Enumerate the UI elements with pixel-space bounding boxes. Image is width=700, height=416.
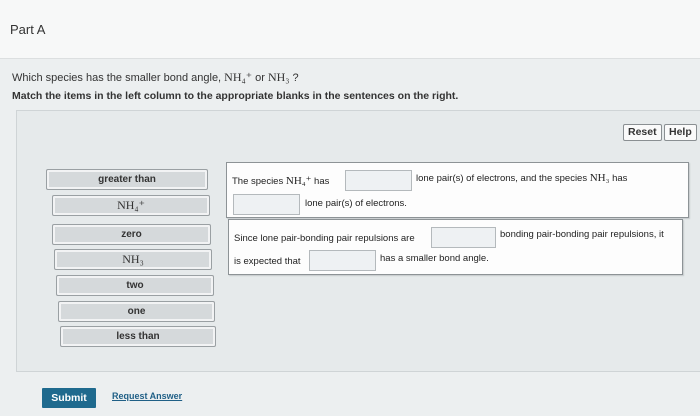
question-suffix: ?	[289, 72, 299, 84]
tile-two[interactable]: two	[56, 275, 214, 296]
sentence1-part-g: lone pair(s) of electrons.	[305, 198, 407, 209]
question-prefix: Which species has the smaller bond angle,	[12, 72, 225, 84]
sentence1-species-nh3: NH₃	[589, 172, 610, 184]
tile-nh3[interactable]: NH₃	[54, 249, 212, 270]
sentence2-part-d: has a smaller bond angle.	[380, 253, 489, 264]
submit-button[interactable]: Submit	[42, 388, 96, 408]
question-species-2: NH₃	[267, 70, 290, 84]
tile-one[interactable]: one	[58, 301, 215, 322]
reset-button[interactable]: Reset	[623, 124, 662, 141]
sentence1-part-a: The species	[232, 176, 286, 187]
question-species-1: NH₄⁺	[224, 70, 253, 84]
part-header	[0, 0, 700, 59]
sentence1-species-nh4: NH₄⁺	[285, 175, 312, 187]
tile-zero[interactable]: zero	[52, 224, 211, 245]
sentence1-text-a	[232, 174, 329, 187]
sentence1-text-b	[416, 172, 627, 184]
sentence1-part-f: has	[609, 173, 628, 184]
sentence2-part-c: is expected that	[234, 256, 301, 267]
instructions: Match the items in the left column to the appropriate blanks in the sentences on the right.	[12, 90, 459, 102]
tile-less-than[interactable]: less than	[60, 326, 216, 347]
sentence1-part-c: has	[311, 176, 330, 187]
question-text	[12, 70, 299, 85]
question-conjunction: or	[252, 72, 268, 84]
sentence1-part-d: lone pair(s) of electrons, and the species	[416, 173, 590, 184]
request-answer-link[interactable]: Request Answer	[112, 391, 183, 401]
blank-2[interactable]	[233, 194, 300, 215]
sentence2-part-a: Since lone pair-bonding pair repulsions are	[234, 233, 415, 244]
sentence2-part-b: bonding pair-bonding pair repulsions, it	[500, 229, 664, 240]
help-button[interactable]: Help	[664, 124, 697, 141]
part-title: Part A	[10, 22, 46, 37]
tile-nh4-plus[interactable]: NH₄⁺	[52, 195, 210, 216]
blank-4[interactable]	[309, 250, 376, 271]
tile-greater-than[interactable]: greater than	[46, 169, 208, 190]
blank-3[interactable]	[431, 227, 496, 248]
blank-1[interactable]	[345, 170, 412, 191]
